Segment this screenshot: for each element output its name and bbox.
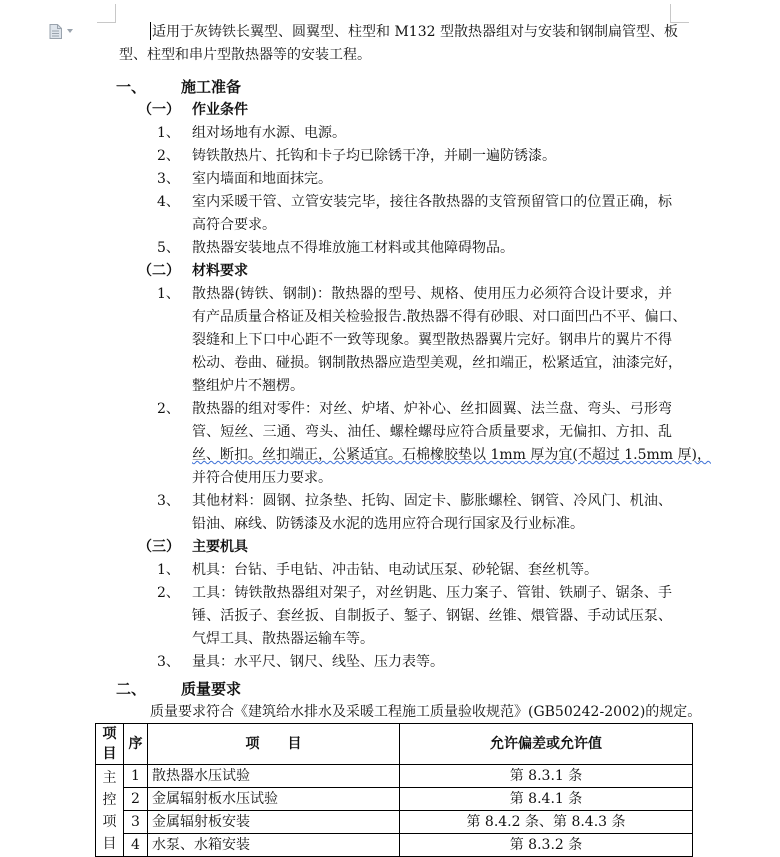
row-item: 金属辐射板水压试验 [148,788,400,811]
row-value: 第 8.4.2 条、第 8.4.3 条 [400,811,693,834]
list-number: 3、 [157,493,180,509]
row-item: 散热器水压试验 [148,765,400,788]
list-item-text: 量具：水平尺、钢尺、线坠、压力表等。 [192,654,444,670]
list-item-text: 整组炉片不翘楞。 [192,378,304,394]
section-number: 二、 [116,680,147,698]
intro-line-1: 适用于灰铸铁长翼型、圆翼型、柱型和 M132 型散热器组对与安装和钢制扁管型、板 [152,24,678,40]
table-row [96,765,693,788]
row-value: 第 8.4.1 条 [400,788,693,811]
row-value: 第 8.3.2 条 [400,834,693,857]
list-number: 1、 [157,125,180,141]
list-item-text: 散热器安装地点不得堆放施工材料或其他障碍物品。 [192,240,514,256]
list-item-text: 机具：台钻、手电钻、冲击钻、电动试压泵、砂轮锯、套丝机等。 [192,562,598,578]
subsection-title: 作业条件 [192,102,248,118]
margin-corner-top-right [670,4,689,23]
list-item-text: 组对场地有水源、电源。 [192,125,346,141]
header-number: 序 [124,724,148,765]
list-item-text: 其他材料：圆钢、拉条垫、托钩、固定卡、膨胀螺栓、钢管、冷风门、机油、 [192,493,672,509]
list-item-text: 工具：铸铁散热器组对架子，对丝钥匙、压力案子、管钳、铁刷子、锯条、手 [192,585,672,601]
header-value: 允许偏差或允许值 [400,724,693,765]
row-number: 2 [124,788,148,811]
category-cell [96,765,124,857]
list-item-text: 铸铁散热片、托钩和卡子均已除锈干净，并刷一遍防锈漆。 [192,148,556,164]
subsection-number: （一） [138,102,180,118]
quality-intro: 质量要求符合《建筑给水排水及采暖工程施工质量验收规范》(GB50242-2002)的规定。 [150,704,702,720]
list-number: 1、 [157,562,180,578]
table-row [96,811,693,834]
text-cursor [150,22,151,40]
list-item-text: 裂缝和上下口中心距不一致等现象。翼型散热器翼片完好。钢串片的翼片不得 [192,332,672,348]
section-title: 质量要求 [181,680,242,698]
list-number: 3、 [157,171,180,187]
list-item-text: 气焊工具、散热器运输车等。 [192,631,374,647]
category-char: 目 [102,835,117,852]
header-category: 项目 [96,724,124,765]
quality-table [95,723,693,857]
list-item-text: 散热器(铸铁、钢制)：散热器的型号、规格、使用压力必须符合设计要求，并 [192,286,672,302]
category-char: 主 [102,769,117,786]
list-item-text: 管、短丝、三通、弯头、油任、螺栓螺母应符合质量要求，无偏扣、方扣、乱 [192,424,672,440]
table-header-row [96,724,693,765]
list-item-text: 有产品质量合格证及相关检验报告.散热器不得有砂眼、对口面凹凸不平、偏口、 [192,309,687,325]
list-number: 4、 [157,194,180,210]
list-number: 5、 [157,240,180,256]
subsection-title: 材料要求 [192,263,248,279]
list-item-text: 锤、活扳子、套丝扳、自制扳子、錾子、钢锯、丝锥、煨管器、手动试压泵、 [192,608,672,624]
list-item-text: 室内采暖干管、立管安装完毕，接往各散热器的支管预留管口的位置正确，标 [192,194,672,210]
list-number: 2、 [157,148,180,164]
list-number: 2、 [157,585,180,601]
category-char: 项 [102,813,117,830]
list-number: 2、 [157,401,180,417]
row-number: 4 [124,834,148,857]
list-number: 3、 [157,654,180,670]
list-item-text: 铅油、麻线、防锈漆及水泥的选用应符合现行国家及行业标准。 [192,516,584,532]
section-number: 一、 [116,78,147,96]
row-number: 3 [124,811,148,834]
document-icon[interactable] [49,24,62,39]
row-value: 第 8.3.1 条 [400,765,693,788]
subsection-number: （二） [138,263,180,279]
list-item-text: 散热器的组对零件：对丝、炉堵、炉补心、丝扣圆翼、法兰盘、弯头、弓形弯 [192,401,672,417]
subsection-title: 主要机具 [192,539,248,555]
row-item: 水泵、水箱安装 [148,834,400,857]
row-number: 1 [124,765,148,788]
intro-line-2: 型、柱型和串片型散热器等的安装工程。 [119,47,371,63]
list-item-text: 松动、卷曲、碰损。钢制散热器应造型美观，丝扣端正，松紧适宜，油漆完好， [192,355,682,371]
header-item: 项 目 [148,724,400,765]
category-char: 控 [102,791,117,808]
list-item-text: 高符合要求。 [192,217,276,233]
list-item-text: 并符合使用压力要求。 [192,470,332,486]
section-title: 施工准备 [181,78,242,96]
subsection-number: （三） [138,539,180,555]
chevron-down-icon[interactable] [67,29,73,33]
margin-corner-top-left [97,4,116,23]
list-item-text: 室内墙面和地面抹完。 [192,171,332,187]
table-row [96,788,693,811]
table-row [96,834,693,857]
list-item-text: 丝、断扣。丝扣端正，公紧适宜。石棉橡胶垫以 1mm 厚为宜(不超过 1.5mm 厚)， [192,447,711,463]
list-number: 1、 [157,286,180,302]
row-item: 金属辐射板安装 [148,811,400,834]
